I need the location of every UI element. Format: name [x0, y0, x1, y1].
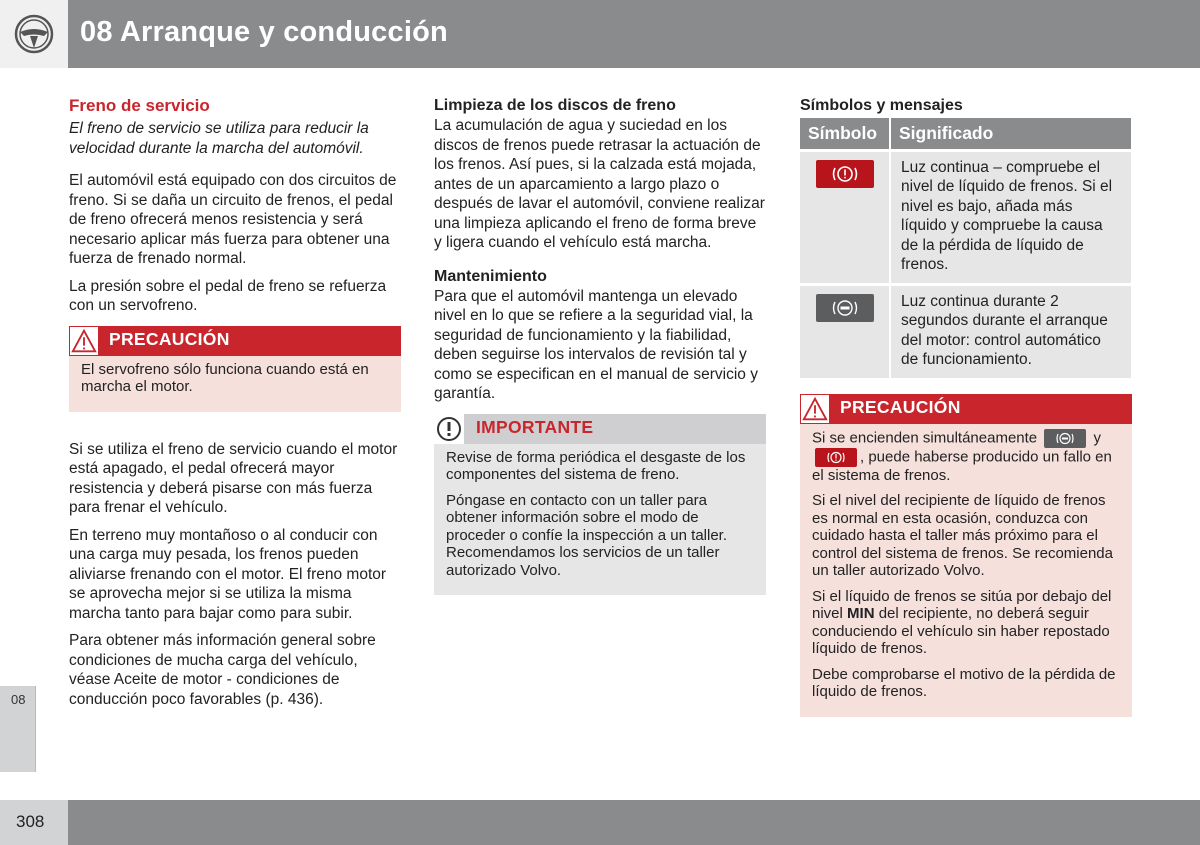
subheading: Símbolos y mensajes — [800, 97, 963, 114]
table-row — [800, 284, 1131, 378]
subheading: Limpieza de los discos de freno — [434, 97, 676, 114]
paragraph: Para que el automóvil mantenga un elevado nivel en lo que se refiere a la seguridad vial, la seguridad de funcionamiento y la fiabilidad, deben seguirse los intervalos de revisión tal y como se especifican en el manual de servicio y garantía. — [434, 287, 758, 402]
warning-text: El servofreno sólo funciona cuando está en marcha el motor. — [81, 360, 369, 395]
table-header-row — [800, 118, 1131, 150]
exclamation-icon — [434, 414, 464, 444]
brake-warning-red-icon — [816, 160, 874, 188]
paragraph: Si se utiliza el freno de servicio cuando el motor está apagado, el pedal ofrecerá mayor resistencia y deberá pisarse con más fuerza para frenar el vehículo. — [69, 440, 398, 516]
warning-text: Debe comprobarse el motivo de la pérdida de líquido de frenos. — [812, 665, 1116, 700]
warning-text-part: del recipiente, no deberá seguir conduciendo el vehículo sin haber repostado líquido de frenos. — [812, 605, 1110, 657]
abs-warning-icon — [1044, 429, 1086, 448]
warning-title: PRECAUCIÓN — [109, 328, 230, 349]
paragraph: Para obtener más información general sobre condiciones de mucha carga del vehículo, véase Aceite de motor - condiciones de conducción poco favorables (p. 436). — [69, 632, 376, 708]
column-1 — [69, 96, 401, 717]
warning-text-part: Si el líquido de frenos se sitúa por debajo del nivel — [812, 587, 1112, 622]
table-cell-meaning: Luz continua durante 2 segundos durante el arranque del motor: control automático de funcionamiento. — [890, 284, 1131, 378]
warning-box — [800, 394, 1132, 717]
abs-warning-icon — [816, 294, 874, 322]
warning-text — [812, 429, 1120, 485]
table-cell-symbol — [800, 150, 890, 284]
warning-text-part: y — [1093, 428, 1101, 446]
steering-wheel-icon — [14, 14, 54, 54]
chapter-tab-label: 08 — [11, 692, 26, 707]
warning-header — [800, 394, 1132, 424]
page-footer — [0, 800, 1200, 845]
warning-text: Si el nivel del recipiente de líquido de frenos es normal en esta ocasión, conduzca con cuidado hasta el taller más próximo para el control del sistema de frenos. Se recomienda un taller autorizado Volvo. — [812, 492, 1113, 579]
warning-text-part: , puede haberse producido un fallo en el sistema de frenos. — [812, 447, 1112, 484]
paragraph: La presión sobre el pedal de freno se refuerza con un servofreno. — [69, 277, 387, 314]
paragraph: El automóvil está equipado con dos circuitos de freno. Si se daña un circuito de frenos, el pedal de freno ofrecerá menos resistencia y será necesario aplicar más fuerza para obtener una fuerza de frenado normal. — [69, 172, 397, 267]
warning-box — [69, 326, 401, 412]
important-text: Póngase en contacto con un taller para obtener información sobre el modo de proceder o confíe la inspección a un taller. Recomendamos los servicios de un taller autorizado Volvo. — [446, 491, 728, 579]
warning-triangle-icon — [69, 326, 99, 356]
section-heading: Freno de servicio — [69, 96, 210, 115]
table-cell-symbol — [800, 284, 890, 378]
warning-text — [812, 588, 1120, 658]
important-box — [434, 414, 766, 596]
warning-text-bold: MIN — [847, 605, 875, 622]
warning-header — [69, 326, 401, 356]
symbols-table — [800, 118, 1131, 378]
warning-body — [69, 356, 401, 412]
section-intro: El freno de servicio se utiliza para reducir la velocidad durante la marcha del automóvil. — [69, 120, 369, 157]
warning-triangle-icon — [800, 394, 830, 424]
subheading: Mantenimiento — [434, 267, 547, 285]
side-strip — [0, 68, 36, 772]
table-header-symbol: Símbolo — [800, 118, 890, 150]
column-3 — [800, 96, 1132, 731]
warning-body — [800, 424, 1132, 717]
page-title: 08 Arranque y conducción — [80, 16, 448, 48]
warning-title: PRECAUCIÓN — [840, 396, 961, 417]
important-text: Revise de forma periódica el desgaste de los componentes del sistema de freno. — [446, 448, 746, 483]
page-number: 308 — [16, 812, 45, 831]
important-body — [434, 444, 766, 596]
table-cell-meaning: Luz continua – compruebe el nivel de líquido de frenos. Si el nivel es bajo, añada más líquido y compruebe la causa de la pérdida de líquido de frenos. — [890, 150, 1131, 284]
header-icon-box — [0, 0, 68, 68]
important-header — [434, 414, 766, 444]
warning-text-part: Si se encienden simultáneamente — [812, 428, 1038, 446]
paragraph: En terreno muy montañoso o al conducir con una carga muy pesada, los frenos pueden aliviarse frenando con el motor. El freno motor se aprovecha mejor si se utiliza la misma marcha tanto para bajar como para subir. — [69, 526, 387, 622]
brake-warning-red-icon — [815, 448, 857, 467]
table-row — [800, 150, 1131, 284]
column-2 — [434, 96, 766, 595]
important-title: IMPORTANTE — [476, 416, 594, 437]
paragraph: La acumulación de agua y suciedad en los discos de frenos puede retrasar la actuación de los frenos. Así pues, si la calzada está mojada, antes de un aparcamiento a largo plazo o después de lavar el automóvil, conviene realizar una limpieza aplicando el freno de forma breve y ligera cuando el vehículo está marcha. — [434, 117, 765, 251]
table-header-meaning: Significado — [890, 118, 1131, 150]
